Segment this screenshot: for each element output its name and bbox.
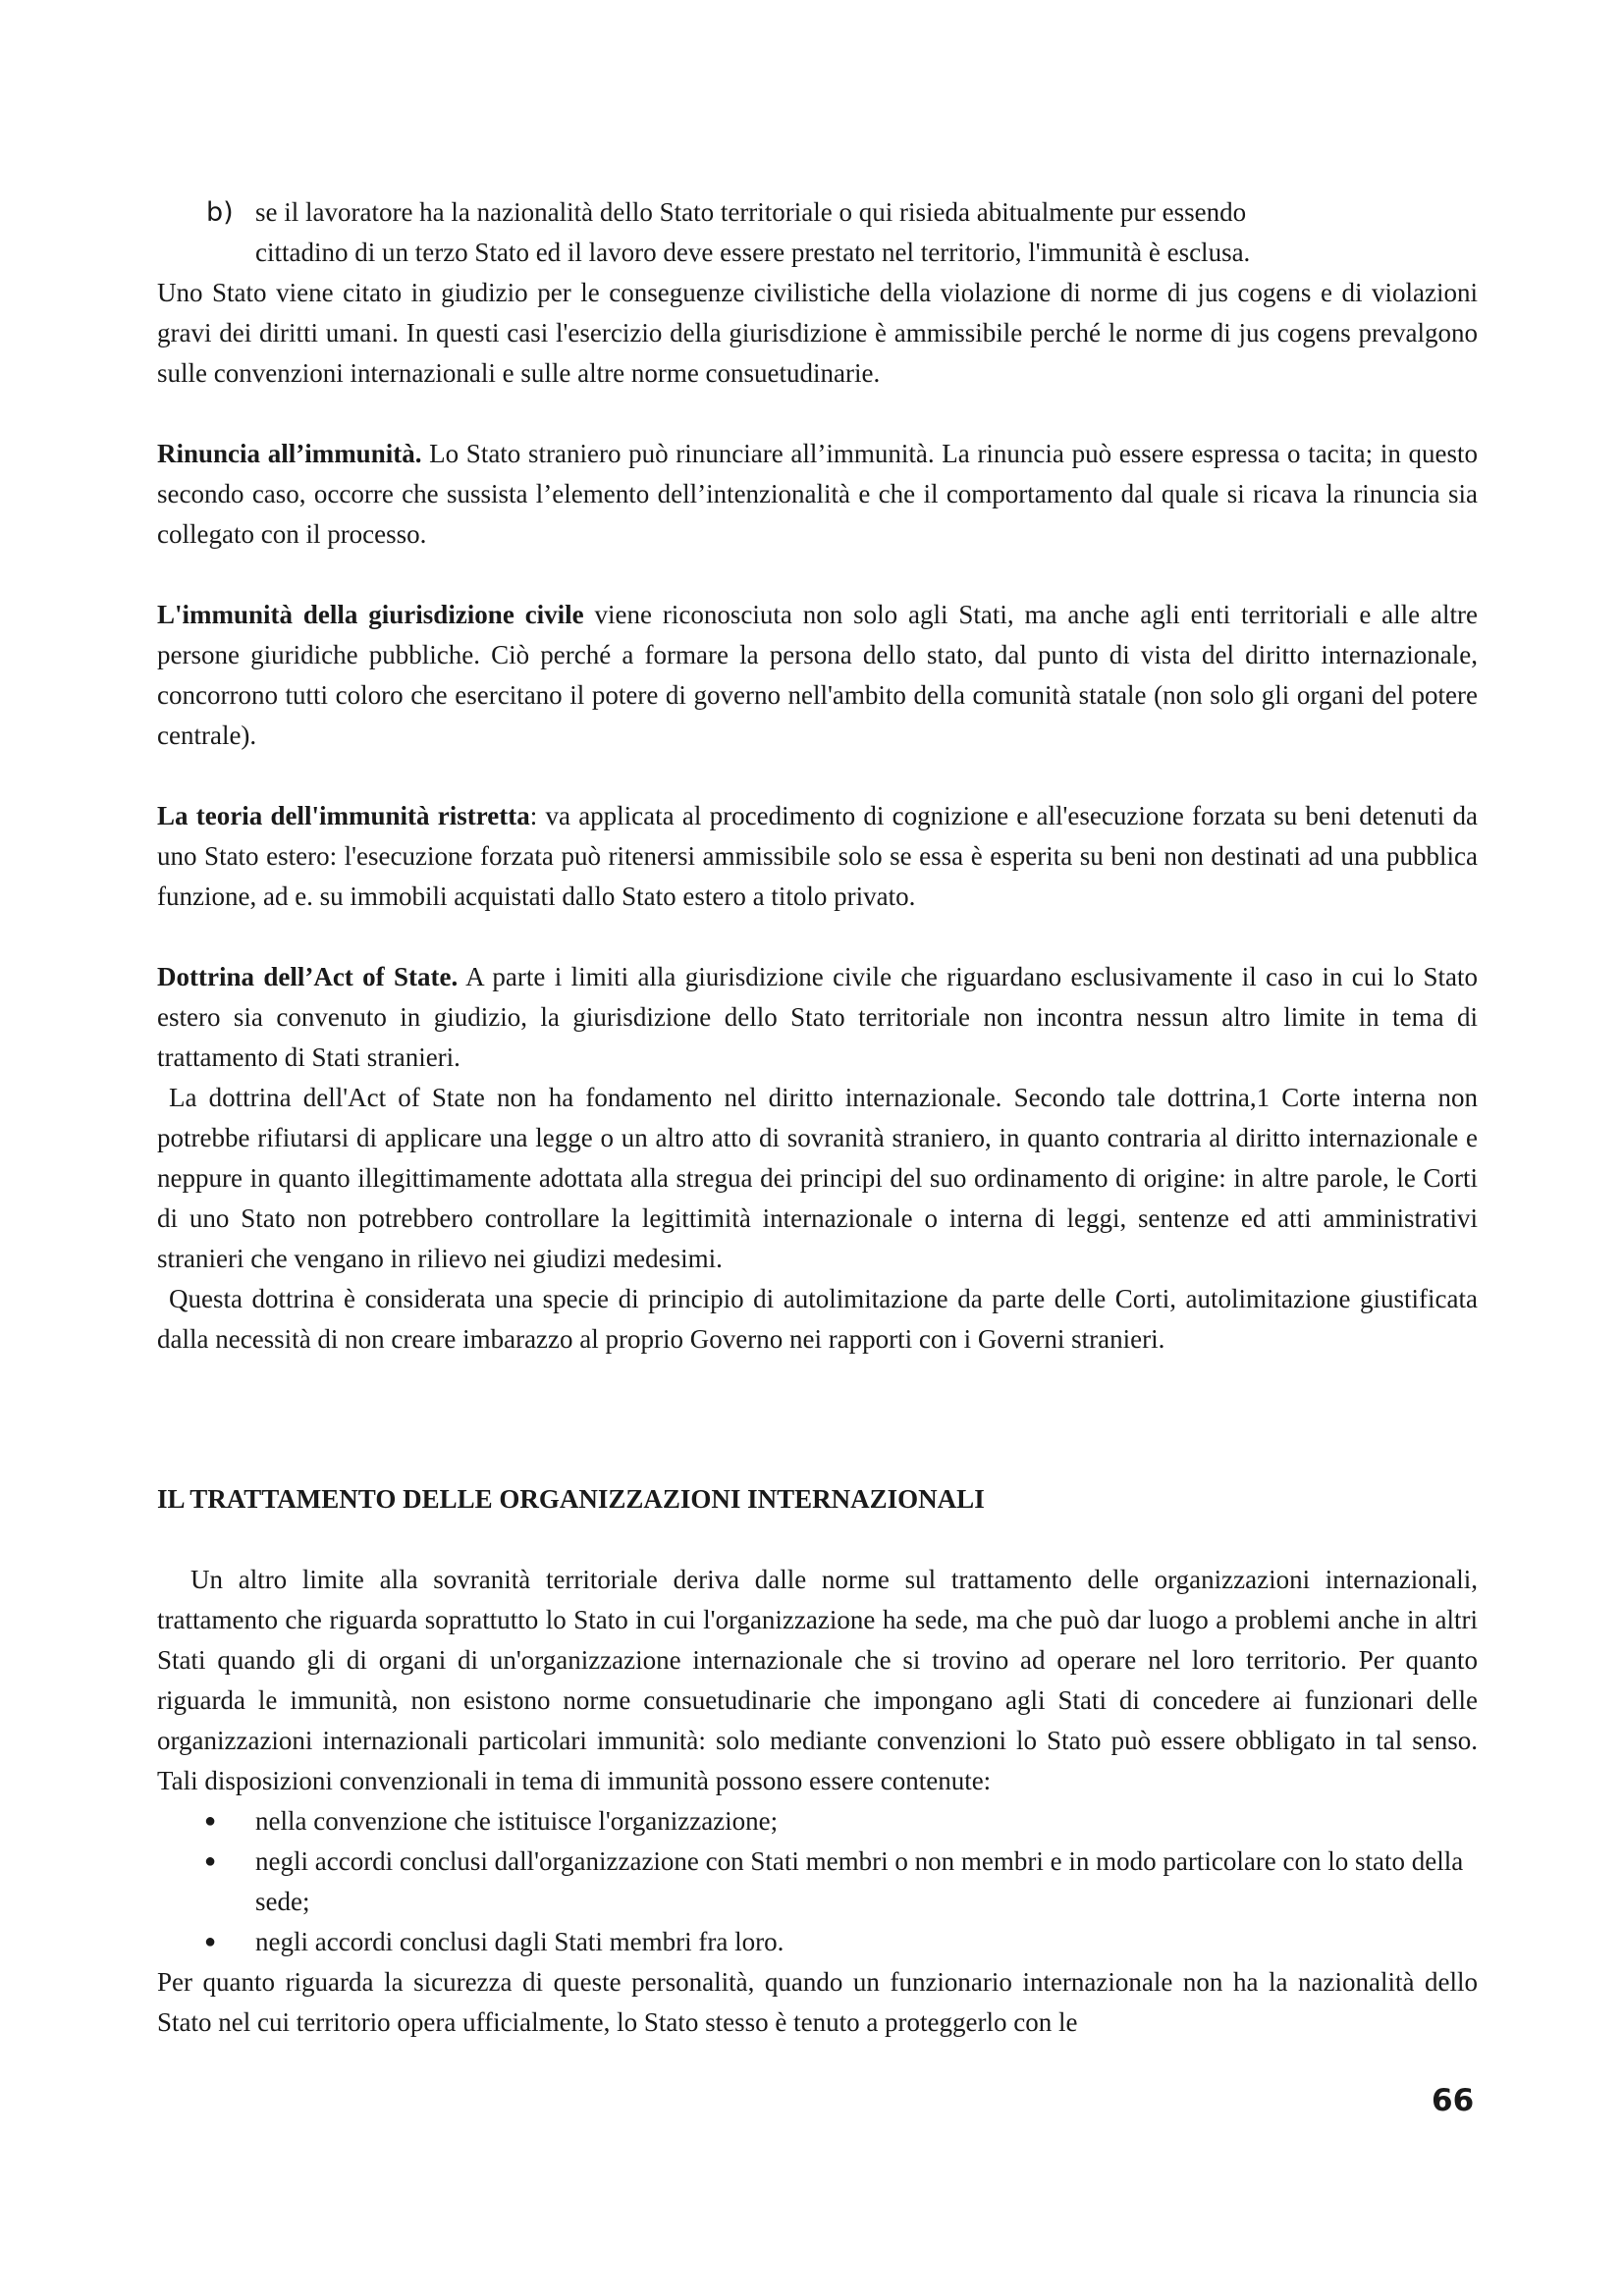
teoria-ristretta-title: La teoria dell'immunità ristretta xyxy=(157,801,530,830)
list-item-line-1: se il lavoratore ha la nazionalità dello Stato territoriale o qui risieda abitualmente pur essendo xyxy=(255,197,1247,227)
rinuncia-title: Rinuncia all’immunità. xyxy=(157,439,422,468)
bullet-icon: ● xyxy=(204,1850,217,1872)
paragraph-act-of-state xyxy=(157,957,1478,1078)
paragraph-act-of-state-3: Questa dottrina è considerata una specie di principio di autolimitazione da parte delle Corti, autolimitazione giustificata dalla necessità di non creare imbarazzo al proprio Governo nei rapporti con i Governi stranieri. xyxy=(157,1284,1478,1354)
bullet-icon: ● xyxy=(204,1810,217,1832)
paragraph-teoria-ristretta xyxy=(157,796,1478,917)
teoria-ristretta-body: : va applicata al procedimento di cognizione e all'esecuzione forzata su beni detenuti da uno Stato estero: l'esecuzione forzata può ritenersi ammissibile solo se essa è esperita su beni non destinati ad una pubblica funzione, ad e. su immobili acquistati dallo Stato estero a titolo privato. xyxy=(157,801,1478,911)
paragraph-jus-cogens: Uno Stato viene citato in giudizio per le conseguenze civilistiche della violazione di norme di jus cogens e di violazioni gravi dei diritti umani. In questi casi l'esercizio della giurisdizione è ammissibile perché le norme di jus cogens prevalgono sulle convenzioni internazionali e sulle altre norme consuetudinarie. xyxy=(157,278,1478,388)
act-of-state-body: A parte i limiti alla giurisdizione civile che riguardano esclusivamente il caso in cui lo Stato estero sia convenuto in giudizio, la giurisdizione dello Stato territoriale non incontra nessun altro limite in tema di trattamento di Stati stranieri. xyxy=(157,962,1478,1072)
bullet-text: negli accordi conclusi dagli Stati membri fra loro. xyxy=(255,1927,784,1956)
paragraph-rinuncia xyxy=(157,434,1478,555)
paragraph-immunita-civile xyxy=(157,595,1478,756)
immunita-civile-title: L'immunità della giurisdizione civile xyxy=(157,600,584,629)
page-number: 66 xyxy=(1432,2083,1475,2118)
bullet-icon: ● xyxy=(204,1931,217,1952)
immunita-civile-body: viene riconosciuta non solo agli Stati, ma anche agli enti territoriali e alle altre persone giuridiche pubbliche. Ciò perché a formare la persona dello stato, dal punto di vista del diritto internazionale, concorrono tutti coloro che esercitano il potere di governo nell'ambito della comunità statale (non solo gli organi del potere centrale). xyxy=(157,600,1479,750)
bullet-item xyxy=(157,1922,1478,1962)
paragraph-final: Per quanto riguarda la sicurezza di queste personalità, quando un funzionario internazionale non ha la nazionalità dello Stato nel cui territorio opera ufficialmente, lo Stato stesso è tenuto a proteggerlo con le xyxy=(157,1967,1478,2037)
bullet-text: negli accordi conclusi dall'organizzazione con Stati membri o non membri e in modo particolare con lo stato della sede; xyxy=(255,1846,1464,1916)
list-item-b xyxy=(206,192,1478,273)
paragraph-organizzazioni: Un altro limite alla sovranità territoriale deriva dalle norme sul trattamento delle organizzazioni internazionali, trattamento che riguarda soprattutto lo Stato in cui l'organizzazione ha sede, ma che può dar luogo a problemi anche in altri Stati quando gli di organi di un'organizzazione internazionale che si trovino ad operare nel loro territorio. Per quanto riguarda le immunità, non esistono norme consuetudinarie che impongano agli Stati di concedere ai funzionari delle organizzazioni internazionali particolari immunità: solo mediante convenzioni lo Stato può essere obbligato in tal senso. Tali disposizioni convenzionali in tema di immunità possono essere contenute: xyxy=(157,1565,1478,1795)
list-item-line-2: cittadino di un terzo Stato ed il lavoro deve essere prestato nel territorio, l'immunità è esclusa. xyxy=(255,238,1251,267)
list-marker: b) xyxy=(206,197,234,228)
paragraph-act-of-state-2: La dottrina dell'Act of State non ha fondamento nel diritto internazionale. Secondo tale dottrina,1 Corte interna non potrebbe rifiutarsi di applicare una legge o un altro atto di sovranità straniero, in quanto contraria al diritto internazionale e neppure in quanto illegittimamente adottata alla stregua dei principi del suo ordinamento di origine: in altre parole, le Corti di uno Stato non potrebbero controllare la legittimità internazionale o interna di leggi, sentenze ed atti amministrativi stranieri che vengano in rilievo nei giudizi medesimi. xyxy=(157,1083,1478,1273)
act-of-state-title: Dottrina dell’Act of State. xyxy=(157,962,459,991)
list-item-text xyxy=(255,192,1478,273)
rinuncia-body: Lo Stato straniero può rinunciare all’immunità. La rinuncia può essere espressa o tacita; in questo secondo caso, occorre che sussista l’elemento dell’intenzionalità e che il comportamento dal quale si ricava la rinuncia sia collegato con il processo. xyxy=(157,439,1478,549)
bullet-list xyxy=(157,1801,1478,1962)
bullet-item xyxy=(157,1842,1478,1922)
bullet-text: nella convenzione che istituisce l'organizzazione; xyxy=(255,1806,779,1836)
section-heading: IL TRATTAMENTO DELLE ORGANIZZAZIONI INTERNAZIONALI xyxy=(157,1484,985,1514)
document-page xyxy=(157,192,1478,2043)
bullet-item xyxy=(157,1801,1478,1842)
